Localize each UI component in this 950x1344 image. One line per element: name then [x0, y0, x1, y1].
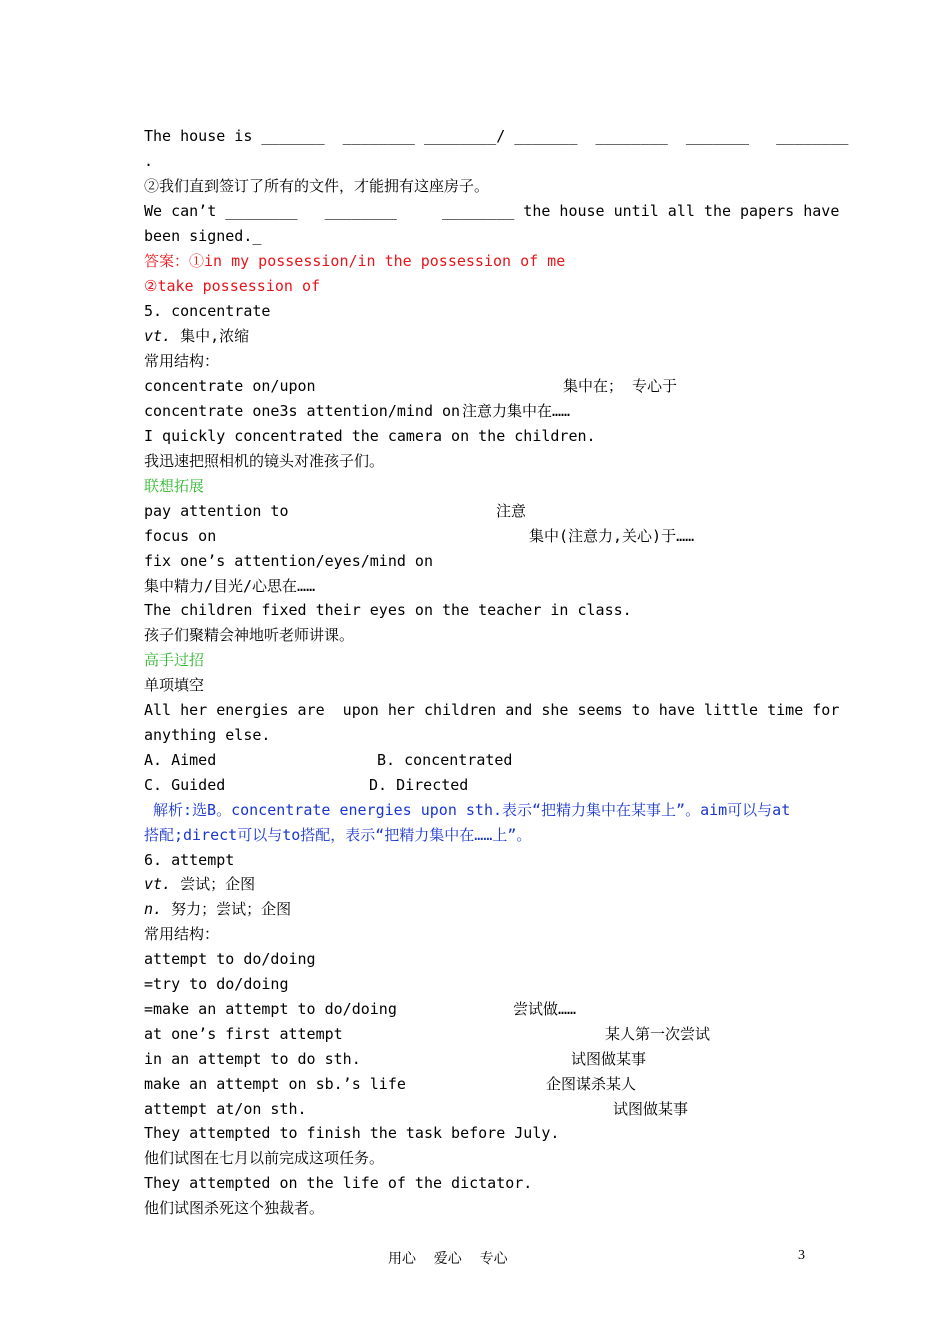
- text-line: We can’t ________ ________ ________ the house until all the papers have: [144, 202, 840, 220]
- expansion-heading: 联想拓展: [144, 477, 205, 495]
- phrase-row: focus on 集中(注意力,关心)于……: [144, 527, 695, 545]
- phrase-row: attempt to do/doing: [144, 950, 316, 968]
- phrase-row: concentrate on/upon 集中在； 专心于: [144, 377, 678, 395]
- exercise-heading: 高手过招: [144, 651, 205, 669]
- phrase-translation: 集中精力/目光/心思在……: [144, 577, 316, 595]
- option-row: A. Aimed B. concentrated: [144, 751, 513, 769]
- part-of-speech: vt.: [144, 327, 172, 345]
- structure-heading: 常用结构：: [144, 925, 220, 943]
- question-text: anything else.: [144, 726, 271, 744]
- text-line: been signed._: [144, 227, 262, 245]
- example-sentence: They attempted on the life of the dictator.: [144, 1174, 533, 1192]
- explanation-line: 解析:选B。concentrate energies upon sth.表示“把精力集中在某事上”。aim可以与at: [144, 801, 791, 819]
- answer-line: ②take possession of: [144, 277, 321, 295]
- explanation-line: 搭配;direct可以与to搭配，表示“把精力集中在……上”。: [144, 826, 532, 844]
- example-sentence: They attempted to finish the task before July.: [144, 1124, 560, 1142]
- text-line: .: [144, 152, 154, 170]
- phrase-row: =try to do/doing: [144, 975, 289, 993]
- part-of-speech: vt.: [144, 875, 172, 893]
- answer-line: 答案：①in my possession/in the possession of me: [144, 252, 566, 270]
- phrase-row: pay attention to 注意: [144, 502, 527, 520]
- phrase-row: in an attempt to do sth. 试图做某事: [144, 1050, 647, 1068]
- question-text: All her energies are upon her children and she seems to have little time for: [144, 701, 840, 719]
- phrase-row: make an attempt on sb.’s life 企图谋杀某人: [144, 1075, 637, 1093]
- example-translation: 他们试图在七月以前完成这项任务。: [144, 1149, 385, 1167]
- exercise-type: 单项填空: [144, 676, 205, 694]
- example-translation: 孩子们聚精会神地听老师讲课。: [144, 626, 355, 644]
- definition-line: n. 努力；尝试；企图: [144, 900, 292, 918]
- page-number: 3: [798, 1248, 805, 1263]
- example-sentence: I quickly concentrated the camera on the children.: [144, 427, 596, 445]
- definition-line: vt. 集中,浓缩: [144, 327, 250, 345]
- phrase-row: at one’s first attempt 某人第一次尝试: [144, 1025, 711, 1043]
- phrase-row: concentrate one3s attention/mind on 注意力集中在……: [144, 402, 571, 420]
- phrase-row: attempt at/on sth. 试图做某事: [144, 1100, 689, 1118]
- example-translation: 他们试图杀死这个独裁者。: [144, 1199, 325, 1217]
- example-sentence: The children fixed their eyes on the teacher in class.: [144, 601, 632, 619]
- phrase-row: =make an attempt to do/doing 尝试做……: [144, 1000, 577, 1018]
- section-heading: 6. attempt: [144, 851, 235, 869]
- structure-heading: 常用结构：: [144, 352, 220, 370]
- text-line: The house is _______ ________ ________/ _______ ________ _______ ________: [144, 127, 849, 145]
- option-row: C. Guided D. Directed: [144, 776, 469, 794]
- definition-line: vt. 尝试；企图: [144, 875, 256, 893]
- phrase-row: fix one’s attention/eyes/mind on: [144, 552, 433, 570]
- section-heading: 5. concentrate: [144, 302, 271, 320]
- example-translation: 我迅速把照相机的镜头对准孩子们。: [144, 452, 385, 470]
- part-of-speech: n.: [144, 900, 163, 918]
- text-line: ②我们直到签订了所有的文件，才能拥有这座房子。: [144, 177, 490, 195]
- page-footer: 用心 爱心 专心: [388, 1251, 508, 1267]
